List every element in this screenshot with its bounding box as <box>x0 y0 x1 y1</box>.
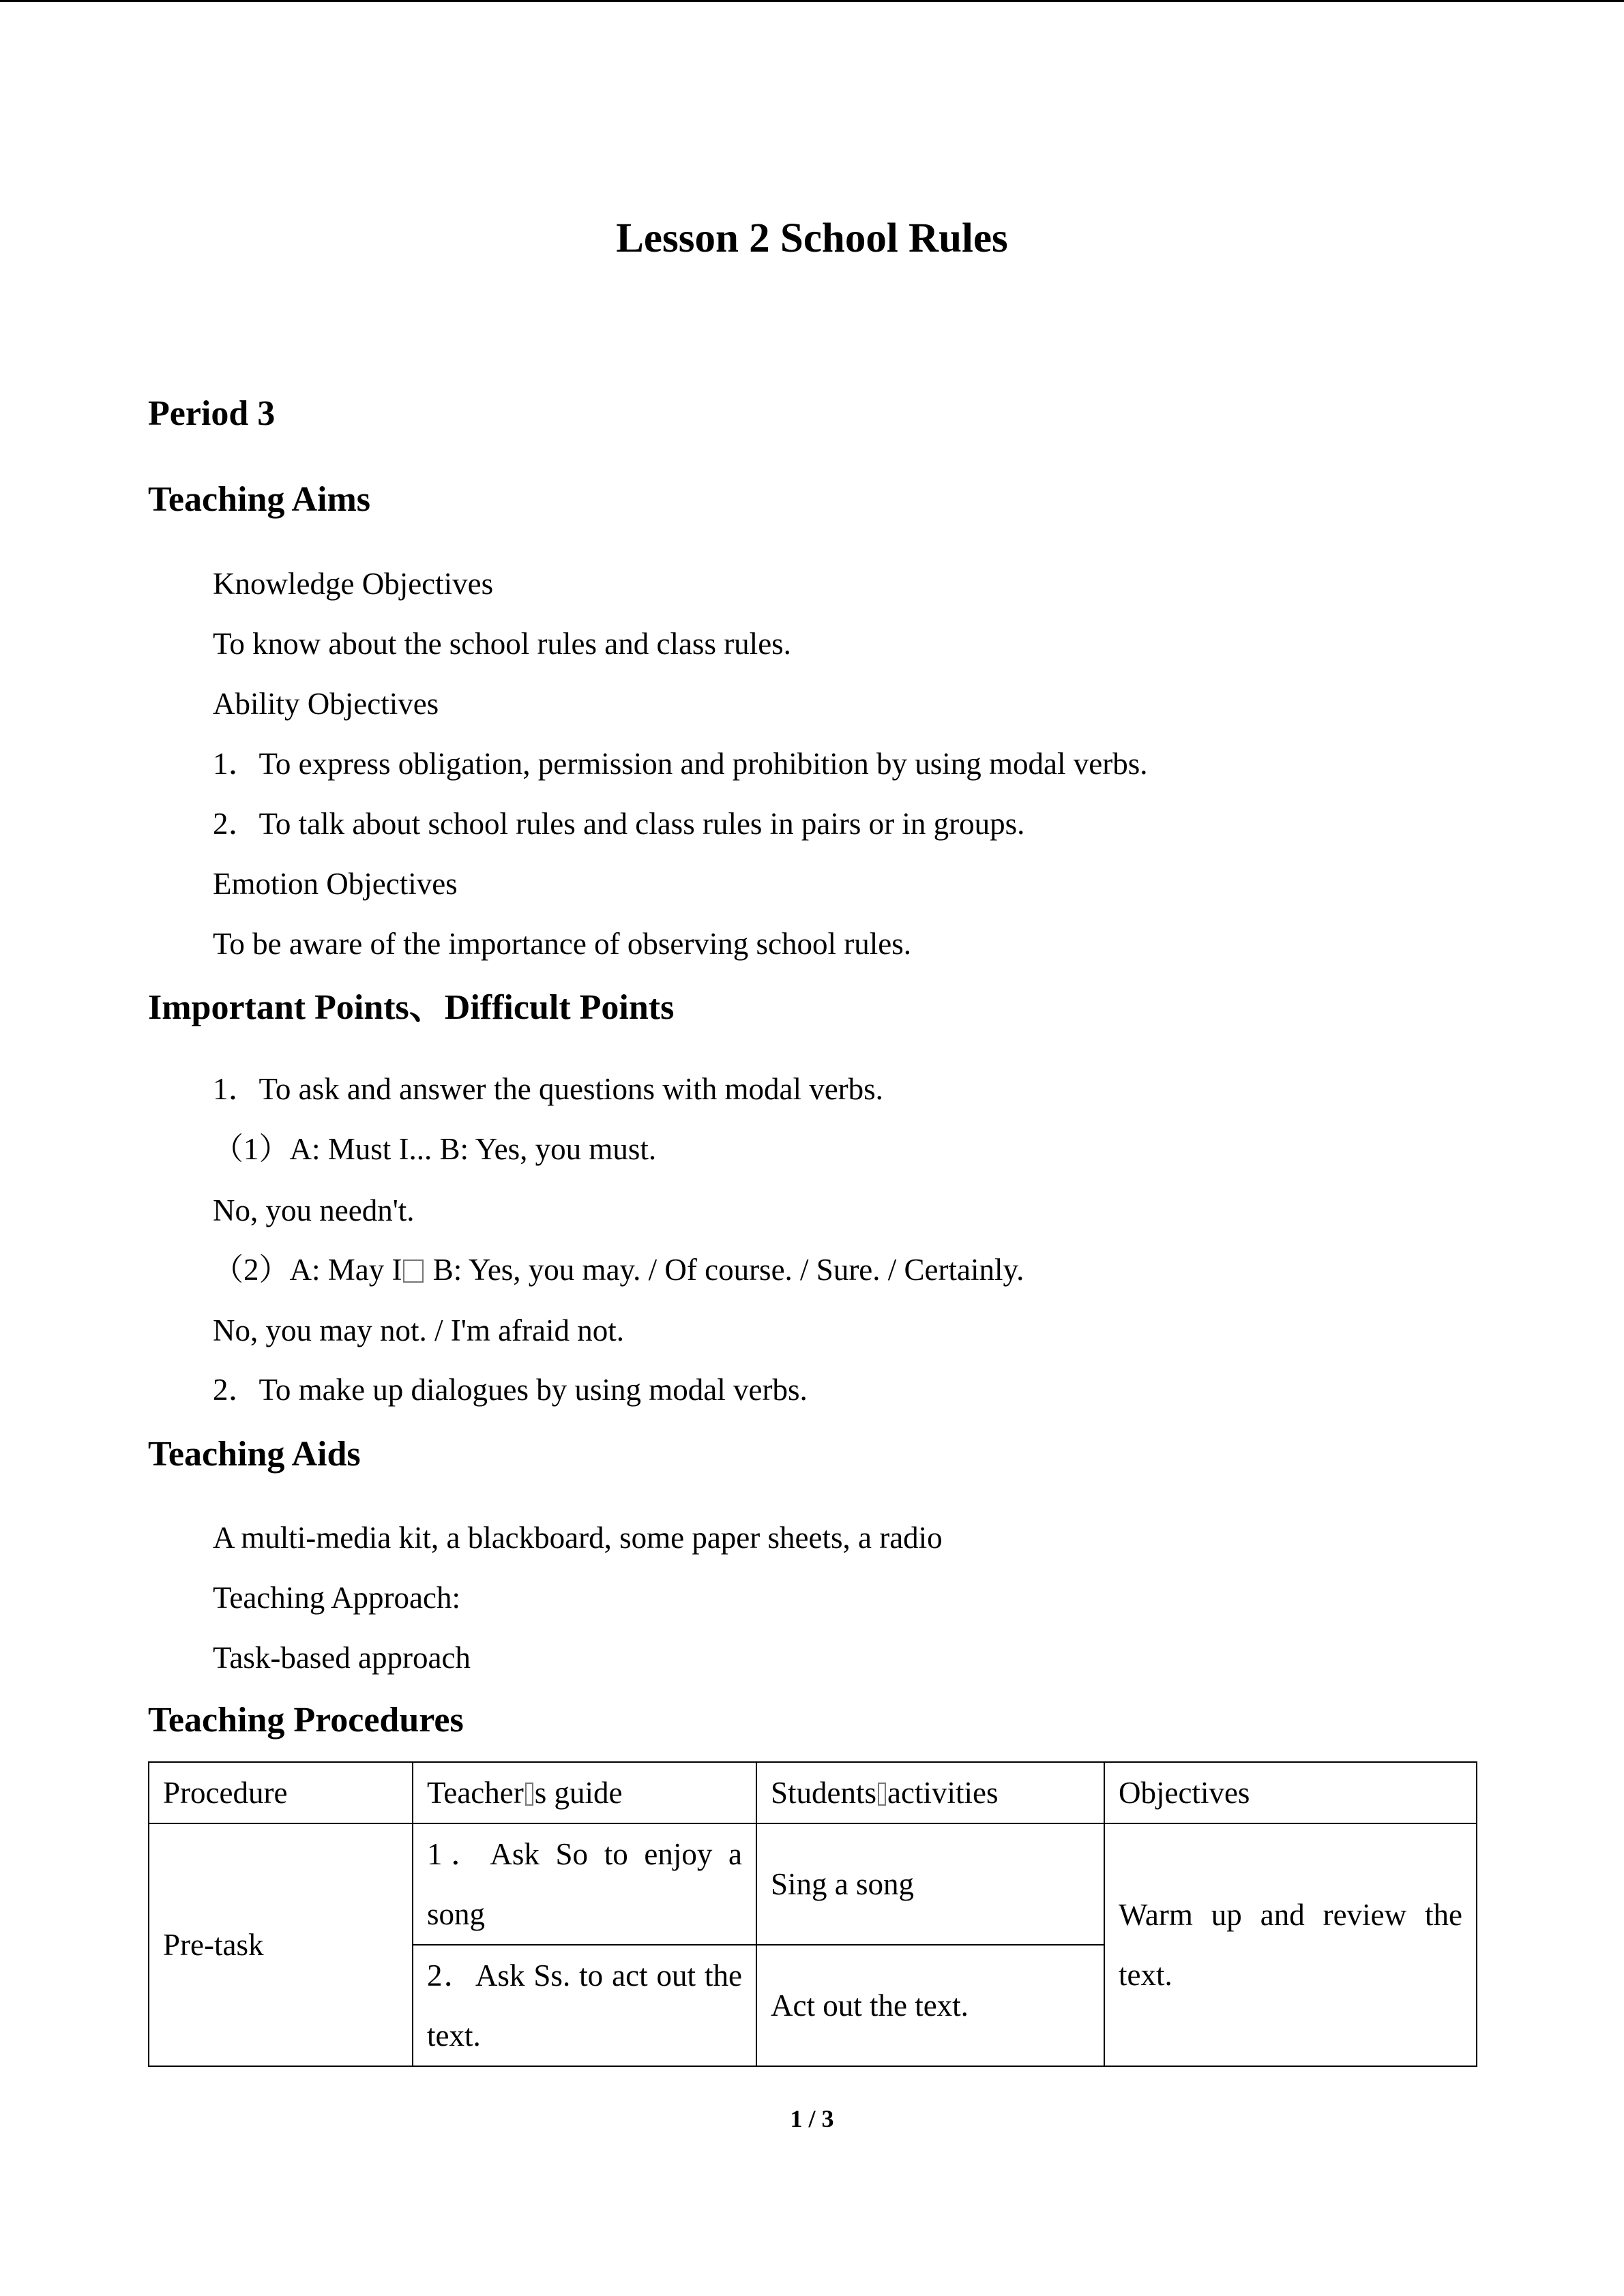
point-sub-2-answer: No, you may not. / I'm afraid not. <box>213 1313 624 1347</box>
students-activity-1: Sing a song <box>756 1823 1104 1945</box>
header-procedure: Procedure <box>149 1762 413 1823</box>
knowledge-objectives-label: Knowledge Objectives <box>213 567 494 601</box>
missing-glyph-box <box>403 1259 424 1283</box>
objective-cell: Warm up and review the text. <box>1104 1823 1477 2066</box>
table-header-row <box>149 1762 1477 1823</box>
important-points-heading: Important Points、Difficult Points <box>148 988 675 1027</box>
emotion-objectives-label: Emotion Objectives <box>213 867 458 901</box>
header-students-activities: Students activities <box>756 1762 1104 1823</box>
point-sub-1: （1）A: Must I... B: Yes, you must. <box>213 1132 657 1166</box>
point-sub-1-answer: No, you needn't. <box>213 1193 415 1227</box>
page-number: 1 / 3 <box>790 2105 834 2132</box>
teaching-aids-text: A multi-media kit, a blackboard, some paper sheets, a radio <box>213 1521 943 1555</box>
missing-glyph-box <box>878 1783 886 1806</box>
document-title: Lesson 2 School Rules <box>616 215 1008 261</box>
table-row <box>149 1823 1477 1945</box>
teacher-guide-1: 1．Ask So to enjoy a song <box>413 1823 756 1945</box>
top-border <box>0 0 1624 2</box>
point-sub-2: （2）A: May I B: Yes, you may. / Of course. / Sure. / Certainly. <box>213 1253 1024 1287</box>
ability-objectives-label: Ability Objectives <box>213 687 439 721</box>
missing-glyph-box <box>525 1783 533 1806</box>
procedures-table <box>148 1761 1477 2067</box>
knowledge-objectives-text: To know about the school rules and class rules. <box>213 627 791 661</box>
point-item-2: 2．To make up dialogues by using modal verbs. <box>213 1373 808 1407</box>
teaching-aids-heading: Teaching Aids <box>148 1435 361 1474</box>
ability-objective-1: 1．To express obligation, permission and prohibition by using modal verbs. <box>213 747 1148 781</box>
teacher-guide-2: 2．Ask Ss. to act out the text. <box>413 1945 756 2066</box>
period-heading: Period 3 <box>148 394 276 433</box>
point-item-1: 1．To ask and answer the questions with modal verbs. <box>213 1072 883 1106</box>
teaching-aims-heading: Teaching Aims <box>148 480 371 519</box>
header-objectives: Objectives <box>1104 1762 1477 1823</box>
teaching-procedures-heading: Teaching Procedures <box>148 1701 464 1740</box>
teaching-approach-text: Task-based approach <box>213 1641 471 1675</box>
students-activity-2: Act out the text. <box>756 1945 1104 2066</box>
teaching-approach-label: Teaching Approach: <box>213 1581 460 1615</box>
ability-objective-2: 2．To talk about school rules and class rules in pairs or in groups. <box>213 807 1025 841</box>
header-teachers-guide: Teacher s guide <box>413 1762 756 1823</box>
emotion-objectives-text: To be aware of the importance of observing school rules. <box>213 927 912 961</box>
stage-pre-task: Pre-task <box>149 1823 413 2066</box>
